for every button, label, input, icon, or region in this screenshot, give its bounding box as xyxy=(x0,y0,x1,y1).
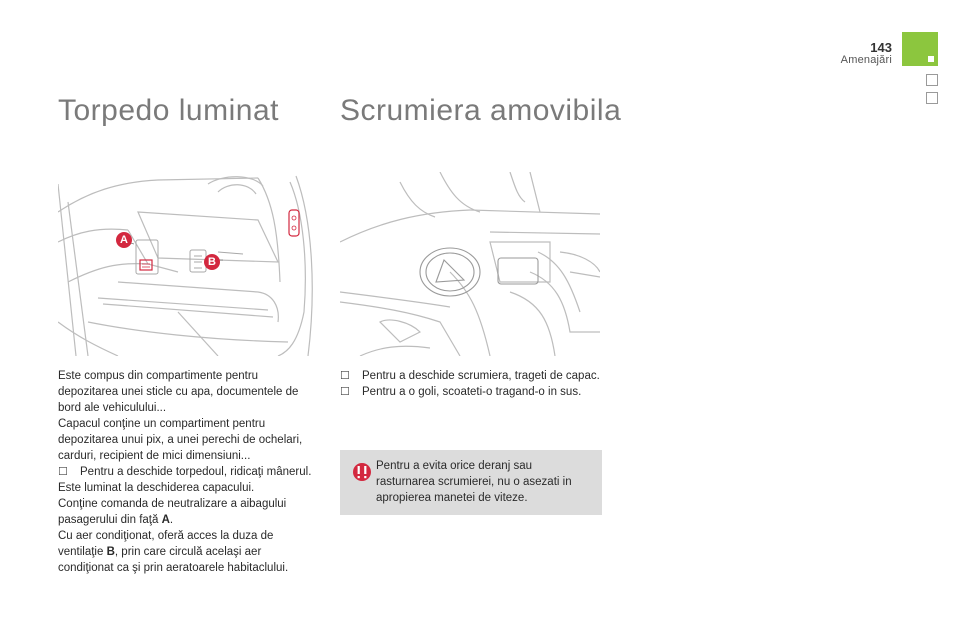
paragraph: Este luminat la deschiderea capacului. xyxy=(58,482,255,494)
paragraph: Este compus din compartimente pentru depozitarea unei sticle cu apa, documentele de bord ale vehiculului... xyxy=(58,370,299,414)
ashtray-drawing xyxy=(340,172,600,356)
period: . xyxy=(169,514,174,526)
bullet-item xyxy=(58,464,320,480)
chapter-tab-marker xyxy=(928,56,934,62)
right-heading: Scrumiera amovibila xyxy=(340,94,622,127)
bold-label-b: B xyxy=(106,546,115,558)
callout-b: B xyxy=(204,254,220,270)
bold-label-a: A xyxy=(161,514,170,526)
ac-text-post: , prin care circulă acelaşi aer condiţionat ca şi prin aeratoarele habitaclului. xyxy=(58,546,289,574)
paragraph xyxy=(58,496,320,528)
left-heading: Torpedo luminat xyxy=(58,94,279,127)
paragraph xyxy=(58,528,320,576)
chapter-tab-empty xyxy=(926,92,938,104)
checkbox-bullet-icon: ☐ xyxy=(340,386,350,398)
ashtray-illustration xyxy=(340,172,600,356)
ac-text-pre: Cu aer condiţionat, oferă acces la duza de ventilaţie xyxy=(58,530,274,558)
checkbox-bullet-icon: ☐ xyxy=(58,466,68,478)
paragraph: Capacul conţine un compartiment pentru depozitarea unui pix, a unei perechi de ochelari, carduri, recipient de mici dimensiuni... xyxy=(58,418,303,462)
checkbox-bullet-icon: ☐ xyxy=(340,370,350,382)
chapter-tab-empty xyxy=(926,74,938,86)
section-name: Amenajări xyxy=(840,54,892,66)
bullet-text: Pentru a o goli, scoateti-o tragand-o in sus. xyxy=(362,386,582,398)
bullet-text: Pentru a deschide scrumiera, trageti de capac. xyxy=(362,370,600,382)
warning-text: Pentru a evita orice deranj sau rasturnarea scrumierei, nu o asezati in apropierea manetei de viteze. xyxy=(376,460,572,504)
warning-exclamation-icon xyxy=(352,462,372,482)
left-body xyxy=(58,368,320,576)
page-number: 143 xyxy=(870,40,892,55)
airbag-text: Conţine comanda de neutralizare a aibagului pasagerului din faţă xyxy=(58,498,287,526)
bullet-item xyxy=(340,368,602,384)
glovebox-illustration xyxy=(58,172,318,356)
bullet-item xyxy=(340,384,602,400)
right-body xyxy=(340,368,602,400)
glovebox-drawing xyxy=(58,172,318,356)
callout-a: A xyxy=(116,232,132,248)
bullet-text: Pentru a deschide torpedoul, ridicaţi mânerul. xyxy=(80,466,312,478)
warning-box xyxy=(340,450,602,515)
